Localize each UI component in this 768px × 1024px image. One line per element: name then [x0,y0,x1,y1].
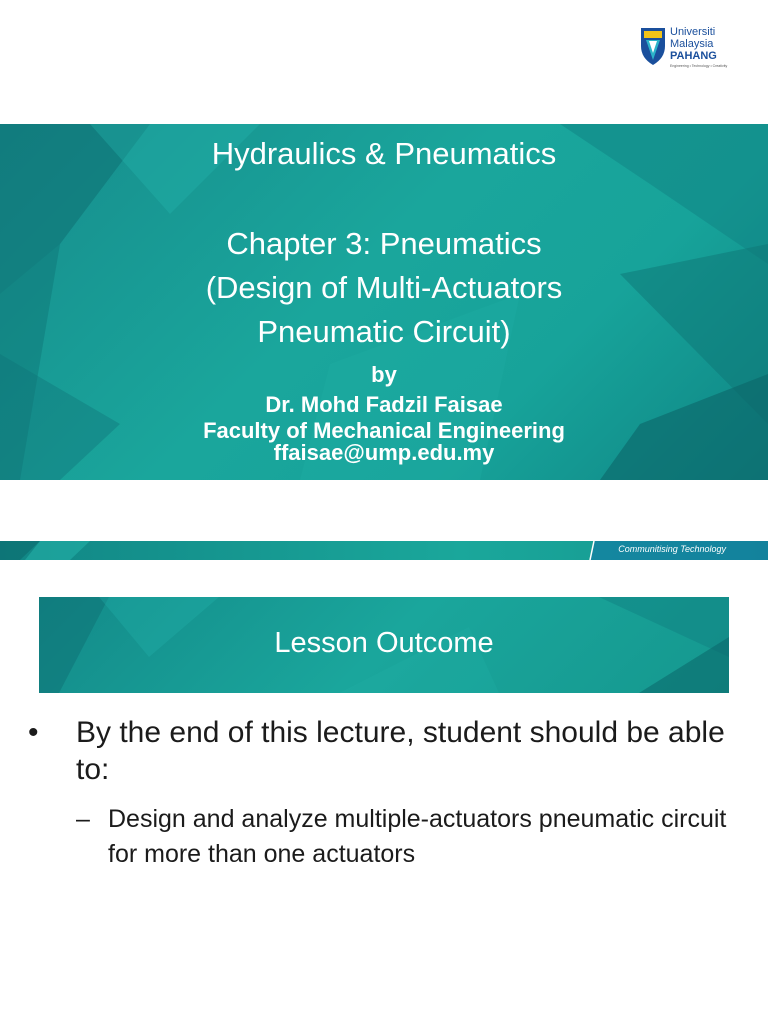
logo-line-1: Universiti [670,26,716,38]
title-text-block [0,124,768,464]
footer-tagline: Communitising Technology [618,544,726,554]
logo-line-3: PAHANG [670,50,717,62]
author-name: Dr. Mohd Fadzil Faisae [265,392,503,417]
bullet-marker: • [28,716,39,749]
author-email: ffaisae@ump.edu.my [273,440,495,465]
shield-icon [640,26,666,66]
university-logo [640,26,736,70]
topic-line-1: (Design of Multi-Actuators [205,270,563,305]
logo-line-2: Malaysia [670,38,714,50]
faculty-name: Faculty of Mechanical Engineering [203,418,565,443]
lesson-outcome-title: Lesson Outcome [274,627,494,659]
topic-line-2: Pneumatic Circuit) [257,314,511,349]
title-banner [0,124,768,480]
by-label: by [371,362,397,387]
sub-item-text: Design and analyze multiple-actuators pneumatic circuit for more than one actuators [108,805,727,868]
sub-marker: – [76,805,90,833]
logo-text [670,26,727,69]
footer-bar [0,541,768,560]
logo-tagline: Engineering • Technology • Creativity [670,64,728,68]
bullet-text: By the end of this lecture, student should be able to: [76,716,725,786]
lesson-outcome-banner [39,597,729,693]
chapter-title: Chapter 3: Pneumatics [226,226,542,261]
course-title: Hydraulics & Pneumatics [211,136,557,171]
